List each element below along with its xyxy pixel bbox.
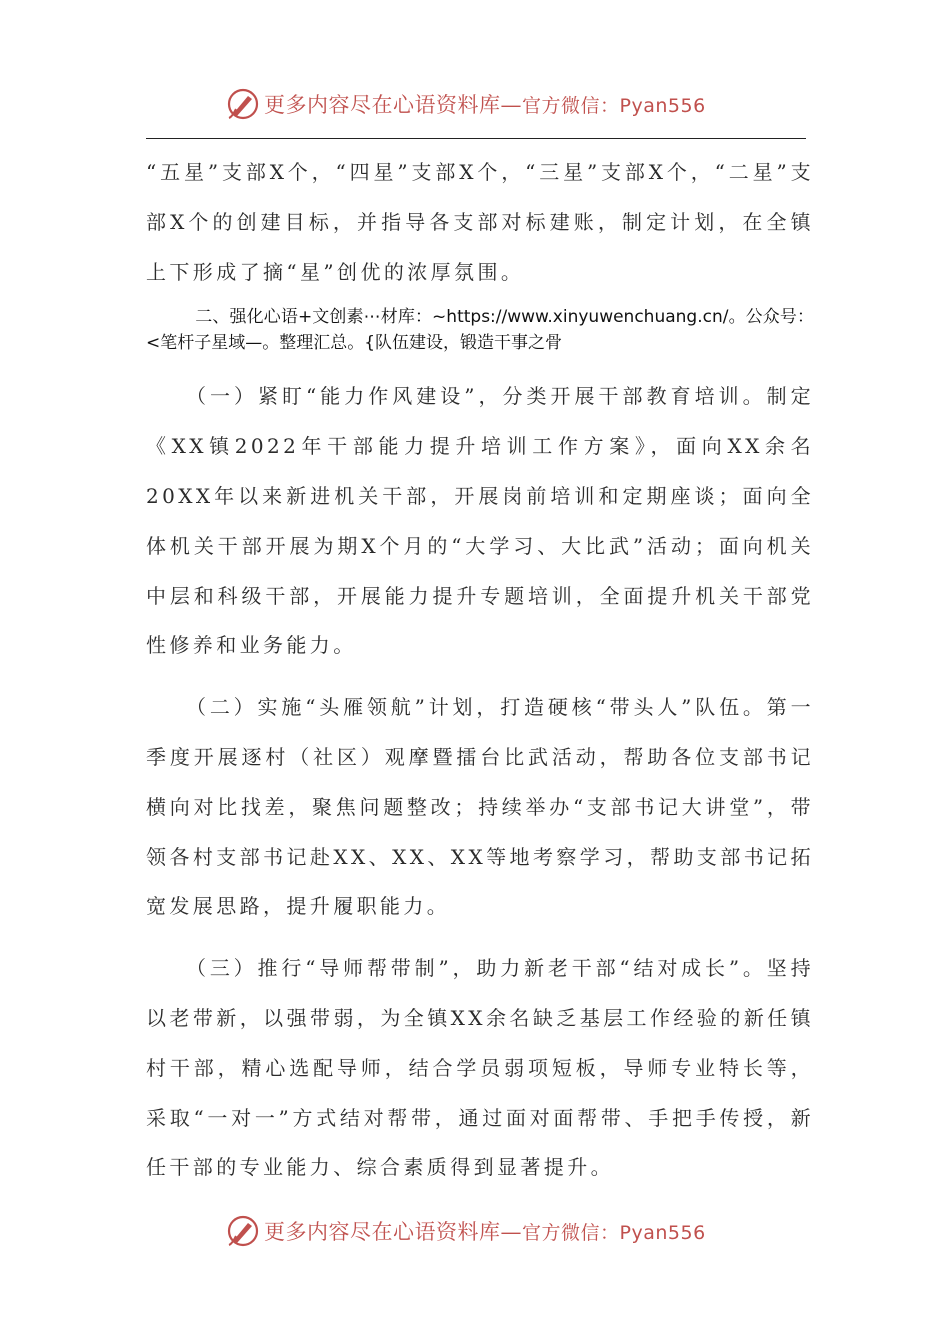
header-rule xyxy=(146,138,806,139)
paragraph-item-1: （一）紧盯“能力作风建设”，分类开展干部教育培训。制定《XX镇2022年干部能力提升培训工作方案》，面向XX余名20XX年以来新进机关干部，开展岗前培训和定期座谈；面向全体机关干部开展为期X个月的“大学习、大比武”活动；面向机关中层和科级干部，开展能力提升专题培训，全面提升机关干部党性修养和业务能力。 xyxy=(146,384,814,658)
banner-wechat: 官方微信：Pyan556 xyxy=(522,95,706,117)
paragraph-item-2: （二）实施“头雁领航”计划，打造硬核“带头人”队伍。第一季度开展逐村（社区）观摩暨擂台比武活动，帮助各位支部书记横向对比找差，聚焦问题整改；持续举办“支部书记大讲堂”，带领各村支部书记赴XX、XX、XX等地考察学习，帮助支部书记拓宽发展思路，提升履职能力。 xyxy=(146,695,814,919)
document-body xyxy=(146,148,814,1193)
banner-text: 更多内容尽在心语资料库—官方微信：Pyan556 xyxy=(264,93,706,117)
pen-logo-icon xyxy=(226,1214,260,1248)
paragraph-star-goals: “五星”支部X个，“四星”支部X个，“三星”支部X个，“二星”支部X个的创建目标，并指导各支部对标建账，制定计划，在全镇上下形成了摘“星”创优的浓厚氛围。 xyxy=(146,160,814,284)
banner-wechat: 官方微信：Pyan556 xyxy=(522,1222,706,1244)
section-heading: 二、强化心语+文创素⋯材库：~https://www.xinyuwenchuang.cn/。公众号：<笔杆子星域—。整理汇总。{队伍建设，锻造干事之骨 xyxy=(146,307,814,354)
footer-banner xyxy=(226,1211,706,1251)
banner-text: 更多内容尽在心语资料库—官方微信：Pyan556 xyxy=(264,1220,706,1244)
pen-logo-icon xyxy=(226,87,260,121)
paragraph-item-3: （三）推行“导师帮带制”，助力新老干部“结对成长”。坚持以老带新，以强带弱，为全镇XX余名缺乏基层工作经验的新任镇村干部，精心选配导师，结合学员弱项短板，导师专业特长等，采取“一对一”方式结对帮带，通过面对面帮带、手把手传授，新任干部的专业能力、综合素质得到显著提升。 xyxy=(146,956,814,1180)
header-banner xyxy=(226,84,706,124)
